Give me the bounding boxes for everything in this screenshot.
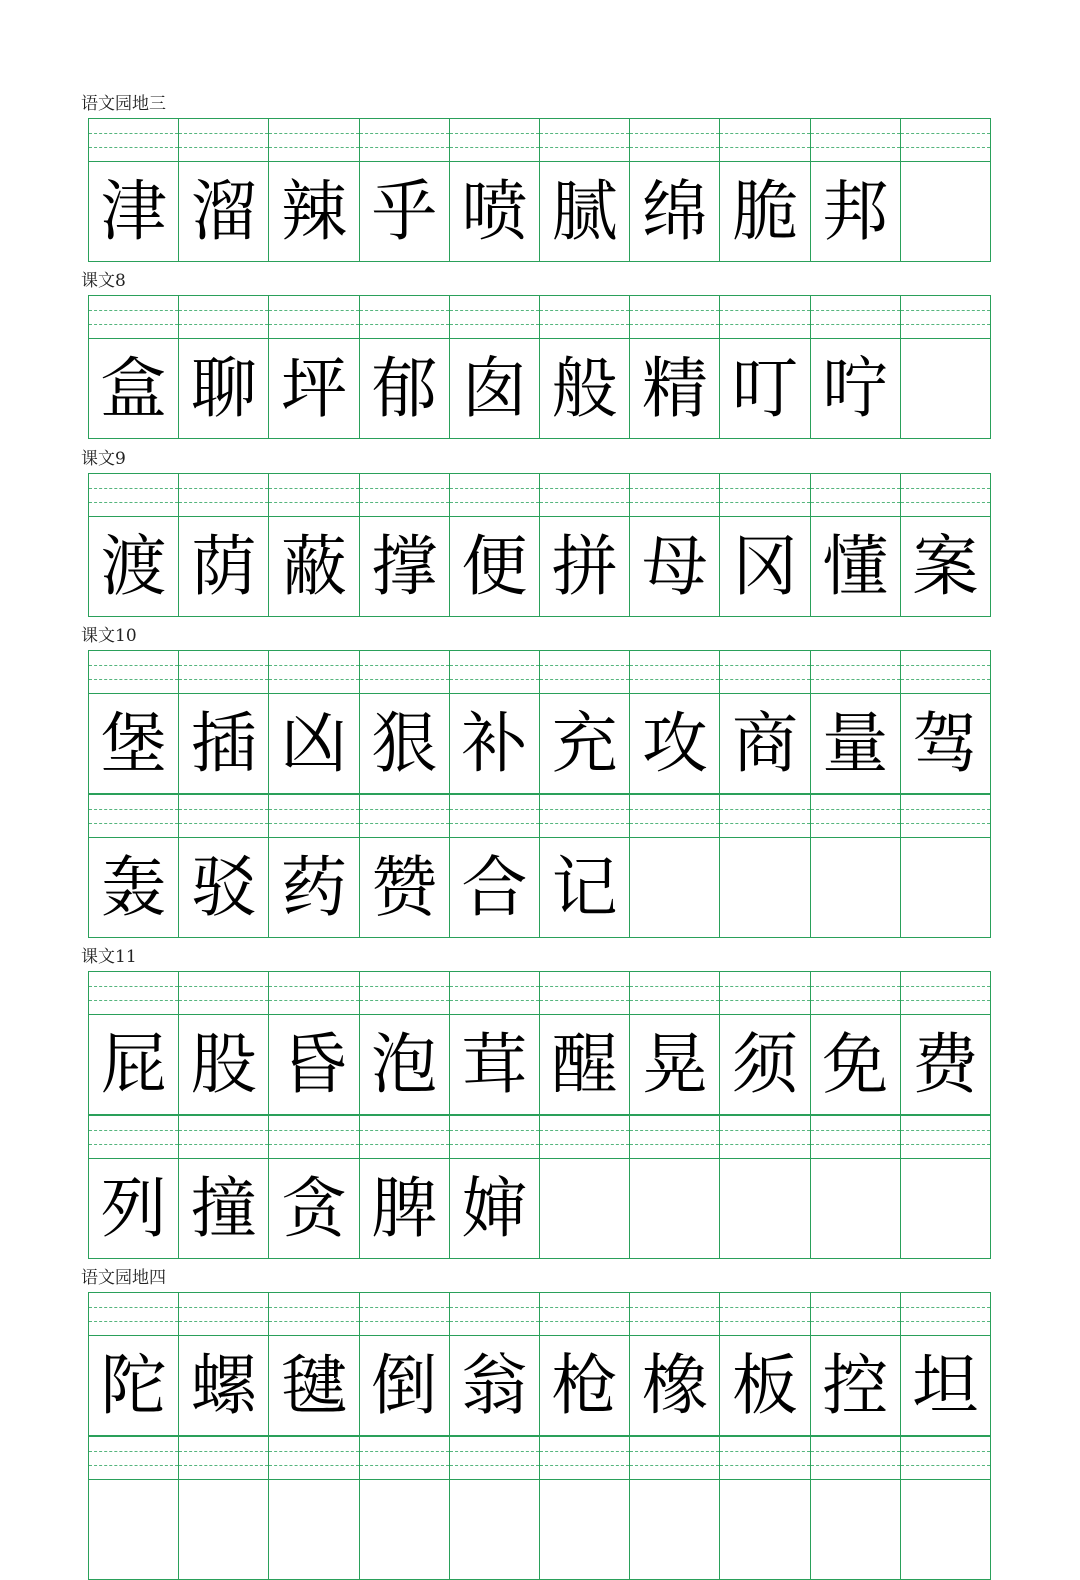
character-box: 陀: [89, 1336, 179, 1435]
pinyin-box: [720, 795, 810, 837]
character-box: 堡: [89, 694, 179, 793]
pinyin-box: [630, 1437, 720, 1479]
character-box: 婶: [450, 1159, 540, 1258]
pinyin-box: [450, 795, 540, 837]
empty-character-box: [720, 1480, 810, 1579]
pinyin-box: [360, 119, 450, 161]
character-box: 屁: [89, 1015, 179, 1114]
pinyin-box: [179, 1293, 269, 1335]
pinyin-box: [630, 1116, 720, 1158]
character-box: 案: [912, 527, 979, 605]
empty-character-box: [720, 1159, 810, 1258]
pinyin-box: [901, 1293, 990, 1335]
pinyin-box: [450, 651, 540, 693]
character-box: 聊: [179, 339, 269, 438]
pinyin-writing-row: [88, 1436, 991, 1480]
character-box: 醒: [540, 1015, 630, 1114]
character-row: [88, 838, 991, 938]
character-box: 晃: [630, 1015, 720, 1114]
character-box: 列: [89, 1159, 179, 1258]
empty-character-box: [811, 1159, 901, 1258]
character-box: 懂: [811, 517, 901, 616]
pinyin-box: [179, 296, 269, 338]
pinyin-box: [811, 651, 901, 693]
pinyin-box: [720, 474, 810, 516]
pinyin-box: [901, 119, 990, 161]
pinyin-box: [450, 296, 540, 338]
pinyin-box: [630, 296, 720, 338]
empty-character-box: [450, 1480, 540, 1579]
character-box: 精: [630, 339, 720, 438]
character-box: 脾: [360, 1159, 450, 1258]
pinyin-box: [450, 972, 540, 1014]
pinyin-box: [269, 474, 359, 516]
character-box: 坪: [269, 339, 359, 438]
character-box: 费: [912, 1025, 979, 1103]
character-box: 记: [540, 838, 630, 937]
pinyin-box: [720, 1116, 810, 1158]
character-grid: [88, 473, 991, 617]
character-box: 倒: [360, 1336, 450, 1435]
pinyin-box: [901, 651, 990, 693]
empty-character-box: [720, 838, 810, 937]
pinyin-box: [901, 972, 990, 1014]
character-box: 翁: [450, 1336, 540, 1435]
pinyin-box: [360, 795, 450, 837]
character-row: [88, 1159, 991, 1259]
character-box: 拼: [540, 517, 630, 616]
character-box: 贪: [269, 1159, 359, 1258]
empty-character-box: [630, 1159, 720, 1258]
character-box: 凶: [269, 694, 359, 793]
pinyin-box: [360, 1116, 450, 1158]
pinyin-box: [89, 972, 179, 1014]
character-box: 郁: [360, 339, 450, 438]
pinyin-box: [811, 972, 901, 1014]
character-box: 蔽: [269, 517, 359, 616]
character-box: 溜: [179, 162, 269, 261]
pinyin-box: [901, 795, 990, 837]
pinyin-box: [901, 474, 990, 516]
character-box: 驾: [912, 704, 979, 782]
pinyin-box: [540, 474, 630, 516]
pinyin-box: [901, 1116, 990, 1158]
pinyin-box: [540, 972, 630, 1014]
character-box: 免: [811, 1015, 901, 1114]
character-box: 昏: [269, 1015, 359, 1114]
pinyin-box: [811, 1293, 901, 1335]
empty-character-box: [811, 1480, 901, 1579]
pinyin-writing-row: [88, 794, 991, 838]
pinyin-box: [720, 296, 810, 338]
empty-character-box: [901, 1480, 990, 1579]
character-box: 橡: [630, 1336, 720, 1435]
character-box: 乎: [360, 162, 450, 261]
character-row: [88, 339, 991, 439]
pinyin-box: [89, 296, 179, 338]
pinyin-writing-row: [88, 1292, 991, 1336]
character-box: 板: [720, 1336, 810, 1435]
pinyin-writing-row: [88, 118, 991, 162]
pinyin-box: [720, 651, 810, 693]
empty-character-box: [901, 838, 990, 937]
character-grid: [88, 971, 991, 1259]
character-box: 喷: [450, 162, 540, 261]
pinyin-box: [179, 795, 269, 837]
character-box: 叮: [720, 339, 810, 438]
pinyin-box: [179, 1116, 269, 1158]
character-box: 咛: [811, 339, 901, 438]
pinyin-box: [901, 1437, 990, 1479]
pinyin-box: [360, 1293, 450, 1335]
pinyin-box: [269, 119, 359, 161]
character-row: [88, 1336, 991, 1436]
pinyin-box: [901, 296, 990, 338]
pinyin-box: [811, 119, 901, 161]
pinyin-box: [89, 474, 179, 516]
pinyin-box: [540, 1293, 630, 1335]
pinyin-box: [450, 1293, 540, 1335]
section-title: 课文10: [81, 626, 137, 646]
character-box: 绵: [630, 162, 720, 261]
character-grid: [88, 1292, 991, 1580]
pinyin-box: [269, 651, 359, 693]
pinyin-box: [89, 1437, 179, 1479]
empty-character-box: [901, 1159, 990, 1258]
character-box: 药: [269, 838, 359, 937]
character-box: 囱: [450, 339, 540, 438]
pinyin-box: [179, 972, 269, 1014]
pinyin-box: [720, 1293, 810, 1335]
character-box: 渡: [89, 517, 179, 616]
empty-character-box: [630, 838, 720, 937]
section-title: 课文11: [81, 947, 137, 967]
pinyin-box: [269, 1293, 359, 1335]
character-row: [88, 1015, 991, 1115]
pinyin-box: [89, 795, 179, 837]
pinyin-box: [360, 1437, 450, 1479]
character-box: 荫: [179, 517, 269, 616]
empty-character-box: [540, 1159, 630, 1258]
character-box: 盒: [89, 339, 179, 438]
pinyin-box: [811, 1116, 901, 1158]
empty-character-box: [540, 1480, 630, 1579]
character-box: 螺: [179, 1336, 269, 1435]
empty-character-box: [630, 1480, 720, 1579]
pinyin-writing-row: [88, 971, 991, 1015]
character-box: 赞: [360, 838, 450, 937]
empty-character-box: [89, 1480, 179, 1579]
character-box: 枪: [540, 1336, 630, 1435]
character-box: 津: [89, 162, 179, 261]
character-row: [88, 1480, 991, 1580]
pinyin-box: [89, 1293, 179, 1335]
pinyin-box: [360, 972, 450, 1014]
pinyin-box: [811, 1437, 901, 1479]
pinyin-box: [540, 1116, 630, 1158]
empty-character-box: [269, 1480, 359, 1579]
pinyin-box: [450, 474, 540, 516]
section-title: 课文8: [81, 271, 126, 291]
pinyin-box: [630, 795, 720, 837]
character-box: 般: [540, 339, 630, 438]
pinyin-box: [540, 651, 630, 693]
pinyin-box: [269, 795, 359, 837]
character-box: 辣: [269, 162, 359, 261]
pinyin-box: [720, 119, 810, 161]
character-box: 狠: [360, 694, 450, 793]
character-box: 冈: [720, 517, 810, 616]
character-box: 母: [630, 517, 720, 616]
character-box: 脆: [720, 162, 810, 261]
pinyin-box: [269, 296, 359, 338]
pinyin-box: [360, 474, 450, 516]
character-box: 轰: [89, 838, 179, 937]
pinyin-box: [540, 795, 630, 837]
character-box: 泡: [360, 1015, 450, 1114]
pinyin-box: [811, 795, 901, 837]
character-box: 腻: [540, 162, 630, 261]
pinyin-box: [360, 651, 450, 693]
pinyin-box: [450, 119, 540, 161]
pinyin-box: [360, 296, 450, 338]
character-box: 毽: [269, 1336, 359, 1435]
empty-character-box: [360, 1480, 450, 1579]
character-box: 充: [540, 694, 630, 793]
section-title: 语文园地四: [81, 1268, 166, 1288]
character-row: [88, 517, 991, 617]
empty-character-box: [811, 838, 901, 937]
character-row: [88, 162, 991, 262]
pinyin-box: [540, 1437, 630, 1479]
pinyin-box: [89, 651, 179, 693]
character-box: 便: [450, 517, 540, 616]
character-box: 攻: [630, 694, 720, 793]
pinyin-box: [89, 119, 179, 161]
pinyin-box: [720, 972, 810, 1014]
pinyin-box: [630, 1293, 720, 1335]
section-title: 课文9: [81, 449, 126, 469]
character-box: 驳: [179, 838, 269, 937]
character-grid: [88, 118, 991, 262]
pinyin-writing-row: [88, 473, 991, 517]
pinyin-box: [179, 119, 269, 161]
character-box: 茸: [450, 1015, 540, 1114]
character-box: 邦: [811, 162, 901, 261]
pinyin-box: [269, 1116, 359, 1158]
pinyin-box: [179, 651, 269, 693]
character-row: [88, 694, 991, 794]
pinyin-box: [630, 474, 720, 516]
character-box: 补: [450, 694, 540, 793]
pinyin-box: [269, 972, 359, 1014]
pinyin-box: [89, 1116, 179, 1158]
character-box: 股: [179, 1015, 269, 1114]
character-box: 合: [450, 838, 540, 937]
empty-character-box: [179, 1480, 269, 1579]
pinyin-box: [450, 1437, 540, 1479]
pinyin-box: [179, 474, 269, 516]
character-box: 坦: [912, 1346, 979, 1424]
empty-character-box: [901, 162, 990, 261]
pinyin-box: [269, 1437, 359, 1479]
character-box: 量: [811, 694, 901, 793]
pinyin-box: [179, 1437, 269, 1479]
pinyin-box: [450, 1116, 540, 1158]
pinyin-box: [540, 119, 630, 161]
pinyin-box: [811, 474, 901, 516]
character-box: 撑: [360, 517, 450, 616]
pinyin-box: [630, 651, 720, 693]
pinyin-box: [720, 1437, 810, 1479]
character-box: 商: [720, 694, 810, 793]
character-grid: [88, 650, 991, 938]
pinyin-box: [540, 296, 630, 338]
pinyin-box: [630, 119, 720, 161]
character-box: 须: [720, 1015, 810, 1114]
pinyin-writing-row: [88, 295, 991, 339]
character-box: 控: [811, 1336, 901, 1435]
pinyin-box: [630, 972, 720, 1014]
pinyin-writing-row: [88, 650, 991, 694]
character-grid: [88, 295, 991, 439]
pinyin-box: [811, 296, 901, 338]
empty-character-box: [901, 339, 990, 438]
character-box: 撞: [179, 1159, 269, 1258]
section-title: 语文园地三: [81, 94, 166, 114]
character-box: 插: [179, 694, 269, 793]
pinyin-writing-row: [88, 1115, 991, 1159]
